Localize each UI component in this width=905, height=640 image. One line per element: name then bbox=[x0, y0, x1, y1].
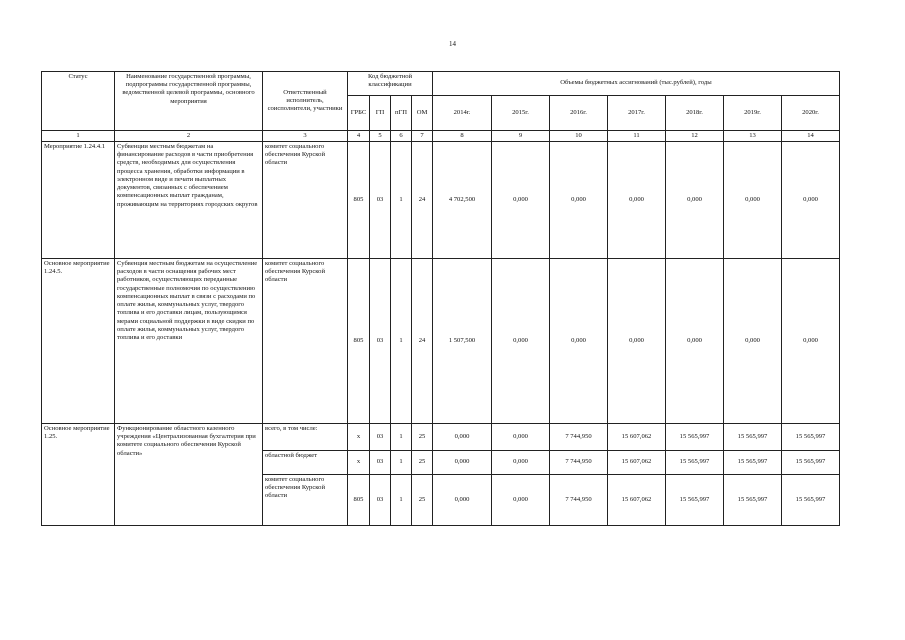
cell-2015: 0,000 bbox=[492, 451, 550, 475]
header-volumes: Объемы бюджетных ассигнований (тыс.рублей), годы bbox=[433, 72, 840, 96]
cell-gp: 03 bbox=[370, 424, 391, 451]
header-om: ОМ bbox=[412, 96, 433, 131]
cell-2017: 0,000 bbox=[608, 142, 666, 259]
row-status: Основное мероприятие 1.24.5. bbox=[42, 259, 115, 424]
header-responsible: Ответственный исполнитель, соисполнители, участники bbox=[263, 72, 348, 131]
cell-om: 24 bbox=[412, 259, 433, 424]
cell-2020: 15 565,997 bbox=[782, 475, 840, 526]
table-row bbox=[42, 142, 840, 259]
column-number: 12 bbox=[666, 131, 724, 142]
cell-2017: 0,000 bbox=[608, 259, 666, 424]
header-name: Наименование государственной программы, подпрограммы государственной программы, ведомственной целевой программы, основного мероприятия bbox=[115, 72, 263, 131]
cell-gp: 03 bbox=[370, 142, 391, 259]
budget-table bbox=[41, 71, 840, 526]
cell-gp: 03 bbox=[370, 475, 391, 526]
cell-grbs: х bbox=[348, 451, 370, 475]
cell-grbs: х bbox=[348, 424, 370, 451]
header-row bbox=[42, 72, 840, 96]
cell-pgp: 1 bbox=[391, 142, 412, 259]
row-responsible: комитет социального обеспечения Курской области bbox=[263, 475, 348, 526]
cell-pgp: 1 bbox=[391, 259, 412, 424]
header-year: 2014г. bbox=[433, 96, 492, 131]
cell-2018: 0,000 bbox=[666, 259, 724, 424]
column-number: 10 bbox=[550, 131, 608, 142]
row-status: Мероприятие 1.24.4.1 bbox=[42, 142, 115, 259]
header-budget-code: Код бюджетной классификации bbox=[348, 72, 433, 96]
cell-grbs: 805 bbox=[348, 475, 370, 526]
cell-om: 25 bbox=[412, 475, 433, 526]
cell-2016: 7 744,950 bbox=[550, 424, 608, 451]
column-number: 5 bbox=[370, 131, 391, 142]
cell-2014: 0,000 bbox=[433, 475, 492, 526]
cell-2017: 15 607,062 bbox=[608, 475, 666, 526]
cell-pgp: 1 bbox=[391, 424, 412, 451]
header-year: 2017г. bbox=[608, 96, 666, 131]
cell-grbs: 805 bbox=[348, 142, 370, 259]
cell-2016: 0,000 bbox=[550, 142, 608, 259]
row-status: Основное мероприятие 1.25. bbox=[42, 424, 115, 526]
header-status: Статус bbox=[42, 72, 115, 131]
cell-2014: 1 507,500 bbox=[433, 259, 492, 424]
header-year: 2020г. bbox=[782, 96, 840, 131]
cell-2019: 15 565,997 bbox=[724, 424, 782, 451]
header-year: 2016г. bbox=[550, 96, 608, 131]
cell-pgp: 1 bbox=[391, 451, 412, 475]
cell-2018: 15 565,997 bbox=[666, 475, 724, 526]
column-number: 8 bbox=[433, 131, 492, 142]
cell-2017: 15 607,062 bbox=[608, 451, 666, 475]
cell-pgp: 1 bbox=[391, 475, 412, 526]
row-responsible: комитет социального обеспечения Курской области bbox=[263, 142, 348, 259]
column-number: 14 bbox=[782, 131, 840, 142]
column-number: 9 bbox=[492, 131, 550, 142]
cell-2014: 0,000 bbox=[433, 424, 492, 451]
cell-om: 24 bbox=[412, 142, 433, 259]
row-responsible: областной бюджет bbox=[263, 451, 348, 475]
table-row bbox=[42, 424, 840, 451]
column-number: 2 bbox=[115, 131, 263, 142]
cell-2020: 15 565,997 bbox=[782, 424, 840, 451]
row-name: Функционирование областного казенного учреждения «Централизованная бухгалтерия при комитете социального обеспечения Курской области» bbox=[115, 424, 263, 526]
column-number: 7 bbox=[412, 131, 433, 142]
cell-gp: 03 bbox=[370, 451, 391, 475]
cell-2014: 4 702,500 bbox=[433, 142, 492, 259]
cell-2018: 0,000 bbox=[666, 142, 724, 259]
cell-2015: 0,000 bbox=[492, 259, 550, 424]
cell-2016: 0,000 bbox=[550, 259, 608, 424]
column-number: 11 bbox=[608, 131, 666, 142]
column-number: 13 bbox=[724, 131, 782, 142]
cell-2020: 15 565,997 bbox=[782, 451, 840, 475]
column-number-row bbox=[42, 131, 840, 142]
cell-2018: 15 565,997 bbox=[666, 424, 724, 451]
cell-2019: 0,000 bbox=[724, 142, 782, 259]
cell-2015: 0,000 bbox=[492, 424, 550, 451]
cell-2016: 7 744,950 bbox=[550, 475, 608, 526]
cell-2017: 15 607,062 bbox=[608, 424, 666, 451]
header-pgp: пГП bbox=[391, 96, 412, 131]
page-number: 14 bbox=[449, 40, 456, 48]
table-row bbox=[42, 259, 840, 424]
column-number: 1 bbox=[42, 131, 115, 142]
cell-2019: 15 565,997 bbox=[724, 451, 782, 475]
row-name: Субвенции местным бюджетам на финансирование расходов в части приобретения средств, необходимых для осуществления процесса хранения, обработки информации в электронном виде и печати выплатных документов, связанных с обеспечением компенсационных выплат гражданам, проживающим на территориях городских округов bbox=[115, 142, 263, 259]
cell-grbs: 805 bbox=[348, 259, 370, 424]
cell-2019: 0,000 bbox=[724, 259, 782, 424]
column-number: 4 bbox=[348, 131, 370, 142]
row-responsible: всего, в том числе: bbox=[263, 424, 348, 451]
cell-2016: 7 744,950 bbox=[550, 451, 608, 475]
row-name: Субвенция местным бюджетам на осуществление расходов в части оснащения рабочих мест работников, осуществляющих переданные государственные полномочия по осуществлению компенсационных выплат в связи с расходами по оплате жилья, коммунальных услуг, твердого топлива и его доставки лицам, пользующимся мерами социальной поддержки в виде скидки по оплате жилья, коммунальных услуг, твердого топлива и его доставки bbox=[115, 259, 263, 424]
column-number: 6 bbox=[391, 131, 412, 142]
cell-2014: 0,000 bbox=[433, 451, 492, 475]
cell-2018: 15 565,997 bbox=[666, 451, 724, 475]
cell-2015: 0,000 bbox=[492, 142, 550, 259]
header-gp: ГП bbox=[370, 96, 391, 131]
header-year: 2018г. bbox=[666, 96, 724, 131]
cell-2020: 0,000 bbox=[782, 142, 840, 259]
cell-gp: 03 bbox=[370, 259, 391, 424]
cell-om: 25 bbox=[412, 451, 433, 475]
cell-2015: 0,000 bbox=[492, 475, 550, 526]
cell-om: 25 bbox=[412, 424, 433, 451]
header-year: 2019г. bbox=[724, 96, 782, 131]
row-responsible: комитет социального обеспечения Курской области bbox=[263, 259, 348, 424]
header-year: 2015г. bbox=[492, 96, 550, 131]
cell-2020: 0,000 bbox=[782, 259, 840, 424]
cell-2019: 15 565,997 bbox=[724, 475, 782, 526]
column-number: 3 bbox=[263, 131, 348, 142]
header-grbs: ГРБС bbox=[348, 96, 370, 131]
